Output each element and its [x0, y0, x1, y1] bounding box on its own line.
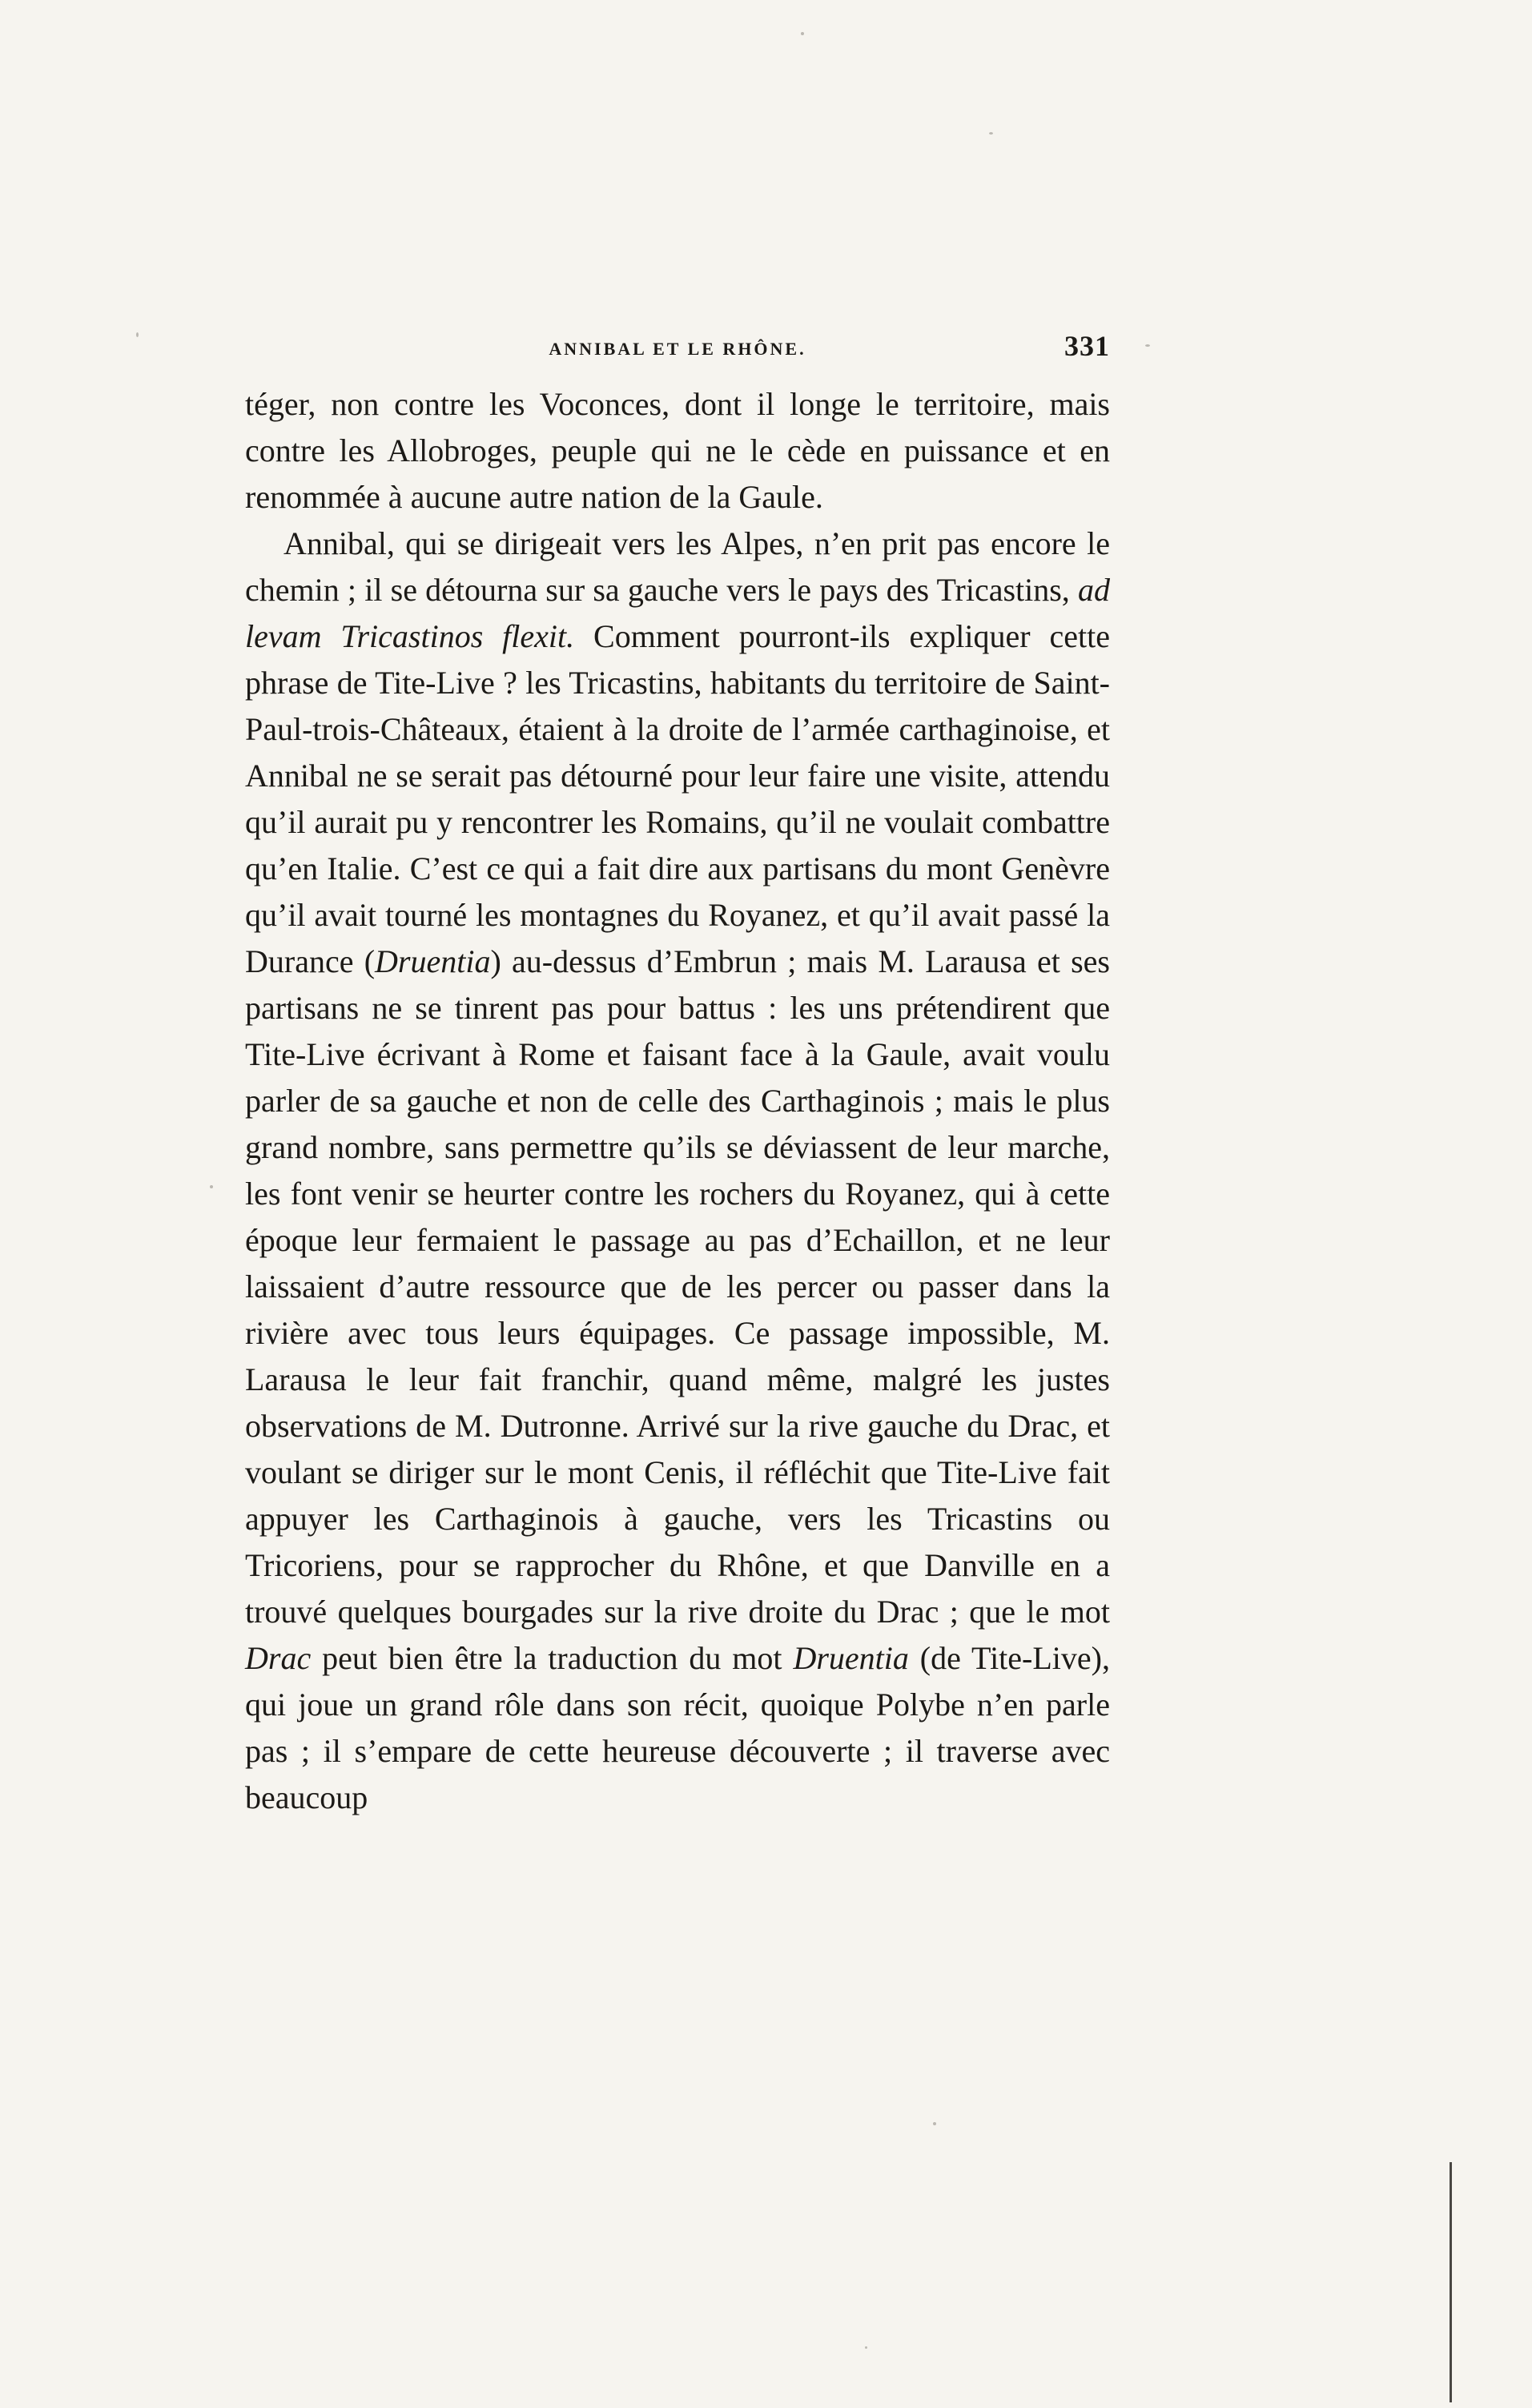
- latin-term: Druentia: [793, 1640, 909, 1676]
- text-run: Annibal, qui se dirigeait vers les Alpes, n’en prit pas encore le chemin ; il se détourna sur sa gauche vers le pays des Tricastins,: [245, 525, 1110, 608]
- paper-speck: [933, 2122, 936, 2125]
- river-name: Drac: [245, 1640, 312, 1676]
- paper-speck: [210, 1185, 213, 1188]
- paper-speck: [801, 32, 804, 35]
- paragraph-annibal: [245, 521, 1110, 1821]
- text-run: Comment pourront-ils expliquer cette phrase de Tite-Live ? les Tricastins, habitants du territoire de Saint-Paul-trois-Châteaux, étaient à la droite de l’armée carthaginoise, et Annibal ne se serait pas détourné pour leur faire une visite, attendu qu’il aurait pu y rencontrer les Romains, qu’il ne voulait combattre qu’en Italie. C’est ce qui a fait dire aux partisans du mont Genèvre qu’il avait tourné les montagnes du Royanez, et qu’il avait passé la Durance (: [245, 618, 1110, 979]
- latin-quote: ad levam Tricastinos flexit.: [245, 572, 1110, 654]
- page-number: 331: [1064, 330, 1110, 362]
- running-title: ANNIBAL ET LE RHÔNE.: [549, 339, 806, 359]
- page-header: [245, 324, 1110, 372]
- paragraph-continuation: téger, non contre les Voconces, dont il longe le territoire, mais contre les Allobroges, peuple qui ne le cède en puissance et en renommée à aucune autre nation de la Gaule.: [245, 386, 1110, 515]
- latin-term: Druentia: [375, 943, 491, 979]
- text-run: peut bien être la traduction du mot: [311, 1640, 794, 1676]
- text-run: (de Tite-Live), qui joue un grand rôle dans son récit, quoique Polybe n’en parle pas ; il s’empare de cette heureuse découverte ; il traverse avec beaucoup: [245, 1640, 1110, 1815]
- paper-speck: [136, 332, 139, 337]
- body-text: [245, 381, 1110, 1821]
- paper-speck: [865, 2346, 867, 2349]
- text-run: ) au-dessus d’Embrun ; mais M. Larausa et ses partisans ne se tinrent pas pour battus : les uns prétendirent que Tite-Live écrivant à Rome et faisant face à la Gaule, avait voulu parler de sa gauche et non de celle des Carthaginois ; mais le plus grand nombre, sans permettre qu’ils se déviassent de leur marche, les font venir se heurter contre les rochers du Royanez, qui à cette époque leur fermaient le passage au pas d’Echaillon, et ne leur laissaient d’autre ressource que de les percer ou passer dans la rivière avec tous leurs équipages. Ce passage impossible, M. Larausa le leur fait franchir, quand même, malgré les justes observations de M. Dutronne. Arrivé sur la rive gauche du Drac, et voulant se diriger sur le mont Cenis, il réfléchit que Tite-Live fait appuyer les Carthaginois à gauche, vers les Tricastins ou Tricoriens, pour se rapprocher du Rhône, et que Danville en a trouvé quelques bourgades sur la rive droite du Drac ; que le mot: [245, 943, 1110, 1630]
- paper-speck: [989, 132, 993, 135]
- paper-speck: [1145, 344, 1150, 347]
- margin-scan-line: [1450, 2162, 1452, 2402]
